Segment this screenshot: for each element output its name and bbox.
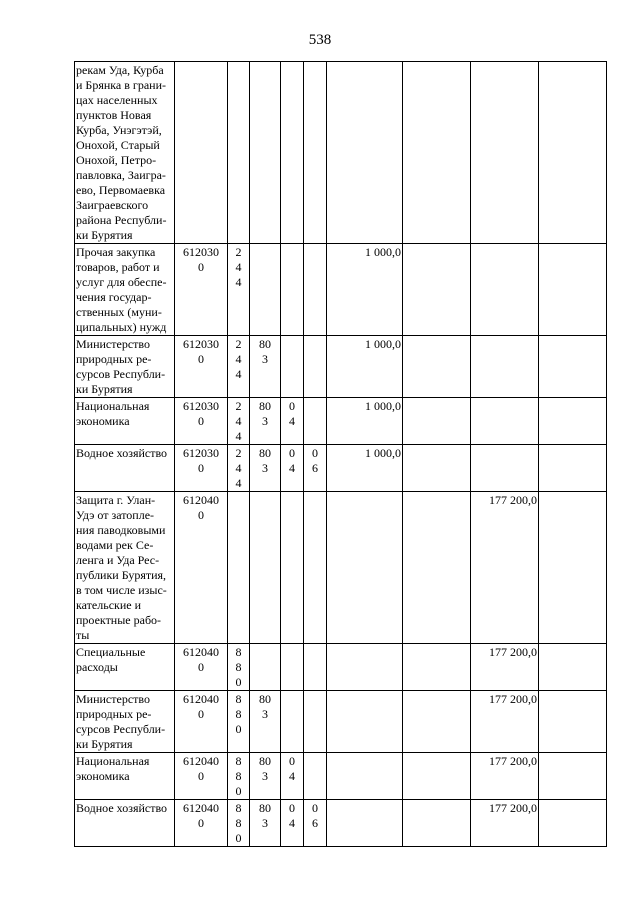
target-article-code: 612040 0 xyxy=(175,753,228,800)
row-name-cell: Министерство природных ре- сурсов Республи- ки Бурятия xyxy=(75,691,175,753)
administrator-code xyxy=(250,244,281,336)
amount-cell: 1 000,0 xyxy=(327,398,403,445)
administrator-code: 80 3 xyxy=(250,398,281,445)
amount-cell: 177 200,0 xyxy=(471,800,539,847)
section-code: 0 4 xyxy=(281,753,304,800)
section-code xyxy=(281,62,304,244)
table-row xyxy=(75,244,607,336)
administrator-code: 80 3 xyxy=(250,445,281,492)
table-row xyxy=(75,644,607,691)
section-code xyxy=(281,336,304,398)
target-article-code: 612040 0 xyxy=(175,492,228,644)
administrator-code: 80 3 xyxy=(250,753,281,800)
amount-cell xyxy=(403,644,471,691)
budget-table xyxy=(74,61,607,847)
amount-cell xyxy=(539,336,607,398)
amount-cell xyxy=(539,800,607,847)
amount-cell xyxy=(539,691,607,753)
amount-cell xyxy=(471,244,539,336)
section-code xyxy=(281,691,304,753)
expense-type-code: 8 8 0 xyxy=(228,691,250,753)
amount-cell xyxy=(539,644,607,691)
table-row xyxy=(75,398,607,445)
row-name-cell: рекам Уда, Курба и Брянка в грани- цах населенных пунктов Новая Курба, Унэгэтэй, Онохой, Старый Онохой, Петро- павловка, Заигра- ево, Первомаевка Заиграевского района Республи- ки Бурятия xyxy=(75,62,175,244)
section-code: 0 4 xyxy=(281,398,304,445)
amount-cell xyxy=(471,398,539,445)
amount-cell xyxy=(403,753,471,800)
amount-cell: 1 000,0 xyxy=(327,445,403,492)
amount-cell xyxy=(327,753,403,800)
row-name-cell: Защита г. Улан- Удэ от затопле- ния паводковыми водами рек Се- ленга и Уда Рес- публики Бурятия, в том числе изыс- кательские и проектные рабо- ты xyxy=(75,492,175,644)
expense-type-code xyxy=(228,492,250,644)
expense-type-code xyxy=(228,62,250,244)
subsection-code xyxy=(304,753,327,800)
amount-cell xyxy=(327,691,403,753)
amount-cell xyxy=(471,336,539,398)
amount-cell: 177 200,0 xyxy=(471,644,539,691)
amount-cell xyxy=(539,492,607,644)
row-name-cell: Водное хозяйство xyxy=(75,800,175,847)
expense-type-code: 2 4 4 xyxy=(228,398,250,445)
section-code xyxy=(281,644,304,691)
amount-cell: 1 000,0 xyxy=(327,244,403,336)
target-article-code: 612040 0 xyxy=(175,800,228,847)
amount-cell xyxy=(403,800,471,847)
row-name-cell: Прочая закупка товаров, работ и услуг для обеспе- чения государ- ственных (муни- ципальных) нужд xyxy=(75,244,175,336)
subsection-code xyxy=(304,336,327,398)
expense-type-code: 8 8 0 xyxy=(228,753,250,800)
amount-cell xyxy=(327,62,403,244)
expense-type-code: 2 4 4 xyxy=(228,244,250,336)
table-row xyxy=(75,62,607,244)
administrator-code: 80 3 xyxy=(250,691,281,753)
administrator-code: 80 3 xyxy=(250,336,281,398)
target-article-code: 612030 0 xyxy=(175,244,228,336)
amount-cell xyxy=(539,62,607,244)
amount-cell xyxy=(471,62,539,244)
row-name-cell: Министерство природных ре- сурсов Республи- ки Бурятия xyxy=(75,336,175,398)
target-article-code: 612030 0 xyxy=(175,336,228,398)
table-row xyxy=(75,492,607,644)
amount-cell xyxy=(539,445,607,492)
table-row xyxy=(75,336,607,398)
administrator-code xyxy=(250,644,281,691)
target-article-code xyxy=(175,62,228,244)
amount-cell xyxy=(403,62,471,244)
target-article-code: 612040 0 xyxy=(175,644,228,691)
target-article-code: 612030 0 xyxy=(175,445,228,492)
amount-cell xyxy=(403,492,471,644)
target-article-code: 612040 0 xyxy=(175,691,228,753)
amount-cell xyxy=(403,398,471,445)
page-number: 538 xyxy=(308,32,332,48)
expense-type-code: 2 4 4 xyxy=(228,336,250,398)
amount-cell xyxy=(327,492,403,644)
subsection-code: 0 6 xyxy=(304,800,327,847)
table-row xyxy=(75,753,607,800)
table-row xyxy=(75,445,607,492)
administrator-code xyxy=(250,492,281,644)
amount-cell xyxy=(403,691,471,753)
amount-cell xyxy=(539,244,607,336)
row-name-cell: Водное хозяйство xyxy=(75,445,175,492)
subsection-code xyxy=(304,691,327,753)
expense-type-code: 2 4 4 xyxy=(228,445,250,492)
amount-cell: 1 000,0 xyxy=(327,336,403,398)
subsection-code xyxy=(304,62,327,244)
subsection-code xyxy=(304,492,327,644)
administrator-code xyxy=(250,62,281,244)
amount-cell xyxy=(539,398,607,445)
subsection-code xyxy=(304,644,327,691)
amount-cell: 177 200,0 xyxy=(471,691,539,753)
row-name-cell: Специальные расходы xyxy=(75,644,175,691)
amount-cell xyxy=(403,244,471,336)
subsection-code: 0 6 xyxy=(304,445,327,492)
amount-cell xyxy=(403,445,471,492)
table-row xyxy=(75,691,607,753)
amount-cell: 177 200,0 xyxy=(471,753,539,800)
table-row xyxy=(75,800,607,847)
row-name-cell: Национальная экономика xyxy=(75,398,175,445)
amount-cell: 177 200,0 xyxy=(471,492,539,644)
subsection-code xyxy=(304,398,327,445)
section-code xyxy=(281,244,304,336)
section-code: 0 4 xyxy=(281,445,304,492)
expense-type-code: 8 8 0 xyxy=(228,644,250,691)
target-article-code: 612030 0 xyxy=(175,398,228,445)
amount-cell xyxy=(539,753,607,800)
row-name-cell: Национальная экономика xyxy=(75,753,175,800)
amount-cell xyxy=(471,445,539,492)
section-code: 0 4 xyxy=(281,800,304,847)
amount-cell xyxy=(327,800,403,847)
subsection-code xyxy=(304,244,327,336)
amount-cell xyxy=(403,336,471,398)
section-code xyxy=(281,492,304,644)
expense-type-code: 8 8 0 xyxy=(228,800,250,847)
administrator-code: 80 3 xyxy=(250,800,281,847)
amount-cell xyxy=(327,644,403,691)
